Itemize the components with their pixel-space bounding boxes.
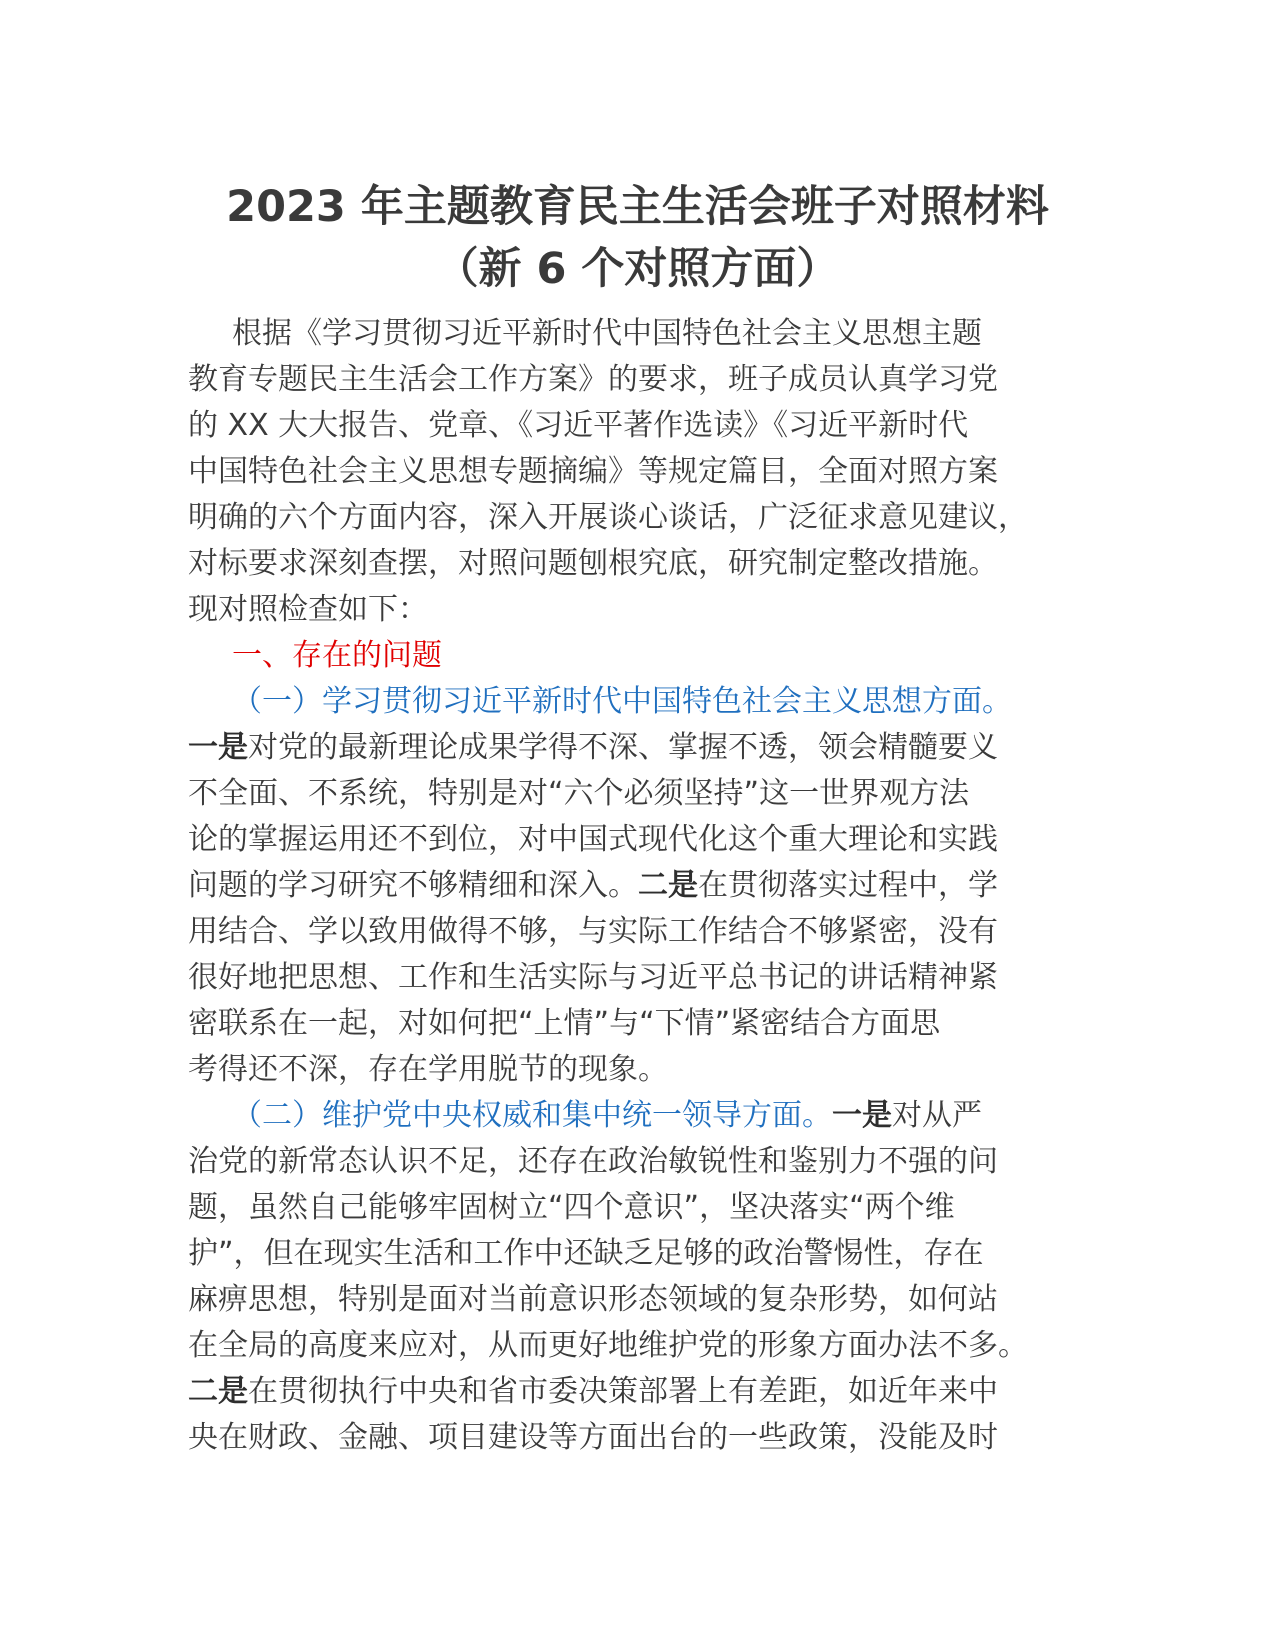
point-text: 在贯彻执行中央和省市委决策部署上有差距，如近年来中 [248,1374,998,1409]
paragraph-line: 题，虽然自己能够牢固树立“四个意识”，坚决落实“两个维 [188,1190,955,1225]
point-text: 对党的最新理论成果学得不深、掌握不透，领会精髓要义 [248,730,998,765]
intro-line: 明确的六个方面内容，深入开展谈心谈话，广泛征求意见建议， [188,500,1028,535]
intro-line: 教育专题民主生活会工作方案》的要求，班子成员认真学习党 [188,362,998,397]
point-text: 对从严 [892,1098,982,1133]
paragraph-line [188,725,1108,771]
intro-line: 根据《学习贯彻习近平新时代中国特色社会主义思想主题 [232,316,982,351]
paragraph-line [188,863,1108,909]
point-label: 二是 [188,1374,248,1409]
point-text: 在贯彻落实过程中，学 [698,868,998,903]
document-body [188,311,1108,1461]
subsection-heading: （一）学习贯彻习近平新时代中国特色社会主义思想方面。 [232,684,1012,719]
paragraph-line: 麻痹思想，特别是面对当前意识形态领域的复杂形势，如何站 [188,1282,998,1317]
paragraph-line: 很好地把思想、工作和生活实际与习近平总书记的讲话精神紧 [188,960,998,995]
point-label: 一是 [188,730,248,765]
document-title: 2023 年主题教育民主生活会班子对照材料 [226,182,1049,232]
point-label: 二是 [638,868,698,903]
paragraph-line: 央在财政、金融、项目建设等方面出台的一些政策，没能及时 [188,1420,998,1455]
document-subtitle: （新 6 个对照方面） [435,244,840,294]
intro-line: 现对照检查如下： [188,592,428,627]
paragraph-line: 考得还不深，存在学用脱节的现象。 [188,1052,668,1087]
point-text: 问题的学习研究不够精细和深入。 [188,868,638,903]
paragraph-line: 密联系在一起，对如何把“上情”与“下情”紧密结合方面思 [188,1006,941,1041]
paragraph-line: 用结合、学以致用做得不够，与实际工作结合不够紧密，没有 [188,914,998,949]
paragraph-line: 在全局的高度来应对，从而更好地维护党的形象方面办法不多。 [188,1328,1028,1363]
paragraph-line: 不全面、不系统，特别是对“六个必须坚持”这一世界观方法 [188,776,970,811]
paragraph-line: 治党的新常态认识不足，还存在政治敏锐性和鉴别力不强的问 [188,1144,998,1179]
paragraph-line: 论的掌握运用还不到位，对中国式现代化这个重大理论和实践 [188,822,998,857]
subsection-heading: （二）维护党中央权威和集中统一领导方面。 [232,1098,832,1133]
point-label: 一是 [832,1098,892,1133]
paragraph-line: 护”，但在现实生活和工作中还缺乏足够的政治警惕性，存在 [188,1236,984,1271]
paragraph-line [188,1093,1108,1139]
intro-line: 对标要求深刻查摆，对照问题刨根究底，研究制定整改措施。 [188,546,998,581]
intro-line: 中国特色社会主义思想专题摘编》等规定篇目，全面对照方案 [188,454,998,489]
paragraph-line [188,1369,1108,1415]
intro-line: 的 XX 大大报告、党章、《习近平著作选读》《习近平新时代 [188,408,969,443]
section-heading: 一、存在的问题 [232,638,442,673]
